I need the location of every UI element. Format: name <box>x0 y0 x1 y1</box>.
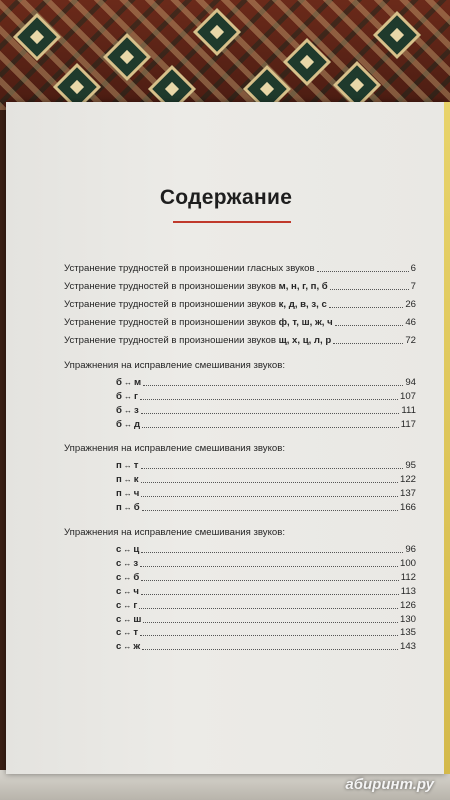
toc-entry <box>64 296 416 310</box>
swap-arrow-icon: ↔ <box>123 642 132 652</box>
group-title: Упражнения на исправление смешивания звуков: <box>64 360 285 371</box>
toc-entry-label <box>64 317 333 328</box>
toc-page-number: 94 <box>405 377 416 388</box>
sound-b: т <box>133 460 139 471</box>
toc-entry <box>64 278 416 292</box>
toc-exercise-entry <box>116 555 416 569</box>
dot-leader <box>141 468 404 469</box>
dot-leader <box>141 580 398 581</box>
toc-page-number: 135 <box>399 627 416 639</box>
swap-arrow-icon: ↔ <box>123 614 132 624</box>
toc-exercise-entry <box>116 624 416 638</box>
toc-page-number: 113 <box>400 585 416 597</box>
swap-arrow-icon: ↔ <box>123 600 132 610</box>
toc-entry-sounds: к, д, в, з, с <box>278 299 327 310</box>
sound-a: б <box>116 377 122 388</box>
sound-a: б <box>116 390 122 402</box>
sound-pair <box>116 488 139 499</box>
sound-pair <box>116 474 139 485</box>
swap-arrow-icon: ↔ <box>123 474 132 484</box>
dot-leader <box>143 622 398 623</box>
dot-leader <box>329 307 404 308</box>
dot-leader <box>142 649 398 650</box>
swap-arrow-icon: ↔ <box>123 461 132 470</box>
toc-page-number: 117 <box>400 418 416 430</box>
dot-leader <box>141 594 399 595</box>
toc-page-number: 112 <box>400 571 416 583</box>
toc-page-number: 46 <box>405 317 416 328</box>
sound-pair <box>116 419 140 430</box>
group-title: Упражнения на исправление смешивания звуков: <box>64 527 285 538</box>
toc-entry-text: Устранение трудностей в произношении звуков <box>64 335 279 346</box>
dot-leader <box>141 496 398 497</box>
toc-exercise-entry <box>116 583 416 597</box>
sound-b: ц <box>133 544 140 555</box>
carpet-motif <box>373 11 421 59</box>
toc-exercise-entry <box>116 541 416 555</box>
sound-b: т <box>133 627 139 639</box>
sound-a: б <box>116 418 122 430</box>
sound-a: с <box>116 544 122 555</box>
swap-arrow-icon: ↔ <box>123 558 132 568</box>
toc-page-number: 96 <box>405 544 416 555</box>
sound-a: с <box>116 627 122 639</box>
dot-leader <box>139 608 398 609</box>
toc-page-number: 72 <box>405 335 416 346</box>
carpet-motif <box>283 38 331 86</box>
toc-entry-label <box>64 281 328 292</box>
sound-pair <box>116 391 138 402</box>
sound-a: с <box>116 557 122 569</box>
toc-entry-label <box>64 263 315 274</box>
toc-entry-sounds: щ, х, ц, л, р <box>278 335 332 346</box>
sound-b: ч <box>133 487 140 499</box>
sound-pair <box>116 641 140 652</box>
sound-a: п <box>116 473 122 485</box>
sound-pair <box>116 544 139 555</box>
toc-page-number: 122 <box>399 473 416 485</box>
sound-b: к <box>133 473 139 485</box>
sound-a: п <box>116 501 122 513</box>
toc-exercise-entry <box>116 485 416 499</box>
toc-entry-label <box>64 335 331 346</box>
watermark: абиринт.ру <box>345 776 434 793</box>
toc-page-number: 100 <box>399 557 416 569</box>
sound-pair <box>116 460 139 471</box>
page-title: Содержание <box>159 186 293 209</box>
toc-exercise-entry <box>116 388 416 402</box>
carpet-motif <box>103 33 151 81</box>
dot-leader <box>142 510 398 511</box>
toc-page-number: 7 <box>410 281 416 292</box>
toc-exercise-entry <box>116 457 416 471</box>
toc-page-number: 126 <box>399 599 416 611</box>
sound-pair <box>116 627 138 638</box>
sound-a: с <box>116 585 122 597</box>
toc-page-number: 166 <box>399 501 416 513</box>
dot-leader <box>140 399 398 400</box>
toc-exercise-entry <box>116 471 416 485</box>
dot-leader <box>317 271 409 272</box>
dot-leader <box>141 552 403 553</box>
sound-a: п <box>116 460 122 471</box>
toc-entry-sounds: м, н, г, п, б <box>278 281 328 292</box>
toc-exercise-entry <box>116 499 416 513</box>
toc-page-number: 26 <box>405 299 416 310</box>
book-page <box>6 102 446 774</box>
toc-entry <box>64 260 416 274</box>
sound-pair <box>116 614 141 625</box>
sound-b: д <box>133 418 141 430</box>
toc-exercise-entry <box>116 638 416 652</box>
sound-pair <box>116 586 139 597</box>
sound-b: ш <box>133 613 142 625</box>
carpet-background <box>0 0 450 110</box>
dot-leader <box>330 289 409 290</box>
title-underline <box>173 221 291 223</box>
sound-a: с <box>116 571 122 583</box>
dot-leader <box>141 482 398 483</box>
sound-a: б <box>116 404 122 416</box>
dot-leader <box>333 343 403 344</box>
sound-b: з <box>133 404 139 416</box>
sound-pair <box>116 558 138 569</box>
toc-exercise-entry <box>116 611 416 625</box>
toc-entry-sounds: ф, т, ш, ж, ч <box>278 317 333 328</box>
toc-exercise-entry <box>116 416 416 430</box>
toc-entry <box>64 314 416 328</box>
sound-a: с <box>116 641 122 653</box>
toc-entry-text: Устранение трудностей в произношении звуков <box>64 317 279 328</box>
dot-leader <box>335 325 404 326</box>
sound-pair <box>116 405 139 416</box>
toc-page-number: 143 <box>399 641 416 653</box>
sound-b: з <box>133 557 139 569</box>
sound-b: г <box>133 599 138 611</box>
toc-entry-text: Устранение трудностей в произношении звуков <box>64 299 279 310</box>
sound-b: б <box>133 501 140 513</box>
carpet-motif <box>13 13 61 61</box>
swap-arrow-icon: ↔ <box>123 502 132 512</box>
toc-exercise-entry <box>116 569 416 583</box>
toc-entry-text: Устранение трудностей в произношении звуков <box>64 281 279 292</box>
swap-arrow-icon: ↔ <box>123 628 132 638</box>
sound-a: с <box>116 613 122 625</box>
sound-pair <box>116 502 140 513</box>
dot-leader <box>143 385 403 386</box>
toc-page-number: 130 <box>399 613 416 625</box>
sound-pair <box>116 572 139 583</box>
toc-exercise-entry <box>116 597 416 611</box>
swap-arrow-icon: ↔ <box>123 405 132 415</box>
sound-pair <box>116 377 141 388</box>
toc-entry-label <box>64 299 327 310</box>
sound-b: м <box>133 377 142 388</box>
toc-exercise-entry <box>116 374 416 388</box>
toc-page-number: 137 <box>399 487 416 499</box>
toc-page-number: 111 <box>401 404 416 416</box>
carpet-motif <box>193 8 241 56</box>
sound-b: б <box>133 571 140 583</box>
sound-b: ж <box>133 641 141 653</box>
toc-page-number: 95 <box>405 460 416 471</box>
swap-arrow-icon: ↔ <box>123 545 132 554</box>
toc-entry-text: Устранение трудностей в произношении гласных звуков <box>64 263 315 274</box>
toc-exercise-entry <box>116 402 416 416</box>
swap-arrow-icon: ↔ <box>123 488 132 498</box>
group-title: Упражнения на исправление смешивания звуков: <box>64 443 285 454</box>
toc-entry <box>64 332 416 346</box>
toc-page-number: 107 <box>399 390 416 402</box>
swap-arrow-icon: ↔ <box>123 378 132 387</box>
sound-b: ч <box>133 585 139 597</box>
swap-arrow-icon: ↔ <box>123 586 132 596</box>
swap-arrow-icon: ↔ <box>123 572 132 582</box>
dot-leader <box>142 427 399 428</box>
dot-leader <box>140 566 398 567</box>
sound-b: г <box>133 390 138 402</box>
dot-leader <box>140 635 398 636</box>
sound-a: с <box>116 599 122 611</box>
swap-arrow-icon: ↔ <box>123 419 132 429</box>
sound-a: п <box>116 487 122 499</box>
toc-page-number: 6 <box>410 263 416 274</box>
swap-arrow-icon: ↔ <box>123 391 132 401</box>
dot-leader <box>141 413 400 414</box>
sound-pair <box>116 600 137 611</box>
page-edge <box>444 102 450 774</box>
